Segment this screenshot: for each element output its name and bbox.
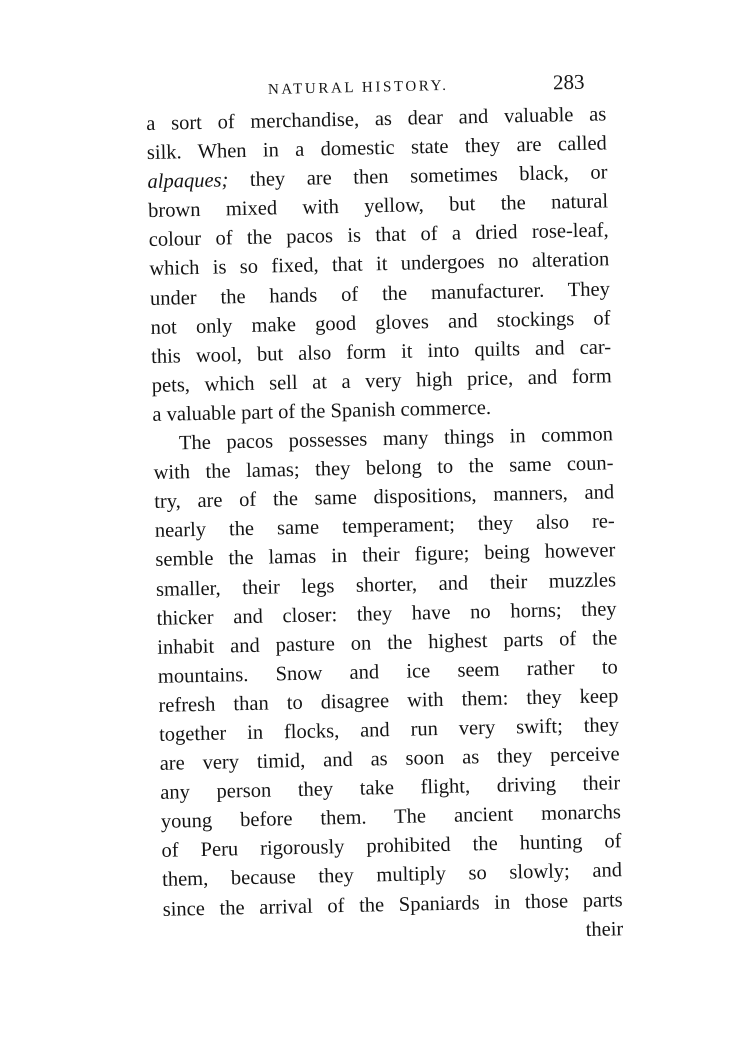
text-line: brown mixed with yellow, but the natural bbox=[147, 190, 609, 223]
text-line: any person they take flight, driving their bbox=[160, 772, 621, 805]
text-line: them, because they multiply so slowly; and bbox=[161, 859, 623, 892]
text-line: young before them. The ancient monarchs bbox=[160, 801, 622, 834]
text-line: this wool, but also form it into quilts and car- bbox=[150, 336, 612, 368]
text-line: pets, which sell at a very high price, and form bbox=[151, 365, 612, 397]
text-line: mountains. Snow and ice seem rather to bbox=[157, 656, 618, 688]
text-line: together in flocks, and run very swift; they bbox=[158, 714, 620, 746]
text-line: try, are of the same dispositions, manners, and bbox=[153, 481, 615, 514]
page-number: 283 bbox=[552, 69, 585, 95]
text-line: of Peru rigorously prohibited the hunting of bbox=[161, 830, 622, 863]
text-line: a valuable part of the Spanish commerce. bbox=[152, 396, 492, 426]
text-line: a sort of merchandise, as dear and valuable as bbox=[146, 103, 607, 135]
text-line: semble the lamas in their figure; being however bbox=[155, 539, 616, 572]
catchword: their bbox=[585, 917, 624, 941]
text-line: with the lamas; they belong to the same coun- bbox=[153, 452, 614, 485]
text-line: smaller, their legs shorter, and their muzzles bbox=[155, 568, 617, 601]
body-text bbox=[146, 100, 624, 953]
text-line: under the hands of the manufacturer. They bbox=[149, 277, 611, 310]
running-title: NATURAL HISTORY. bbox=[267, 77, 449, 98]
text-line: inhabit and pasture on the highest parts of the bbox=[157, 626, 618, 659]
text-line-rest: they are then sometimes black, or bbox=[228, 161, 608, 192]
text-line: not only make good gloves and stockings of bbox=[150, 306, 611, 339]
text-line: nearly the same temperament; they also re- bbox=[154, 510, 615, 543]
text-line: thicker and closer: they have no horns; they bbox=[156, 597, 617, 630]
text-line: refresh than to disagree with them: they keep bbox=[158, 685, 619, 717]
text-line: colour of the pacos is that of a dried rose-leaf, bbox=[148, 219, 609, 252]
text-line: are very timid, and as soon as they perceive bbox=[159, 743, 620, 775]
paragraph-start-line: The pacos possesses many things in common bbox=[178, 423, 614, 455]
italic-term: alpaques; bbox=[147, 169, 229, 194]
text-line: since the arrival of the Spaniards in those parts bbox=[162, 888, 623, 921]
text-line: which is so fixed, that it undergoes no alteration bbox=[149, 248, 610, 281]
text-line: silk. When in a domestic state they are called bbox=[146, 132, 608, 165]
